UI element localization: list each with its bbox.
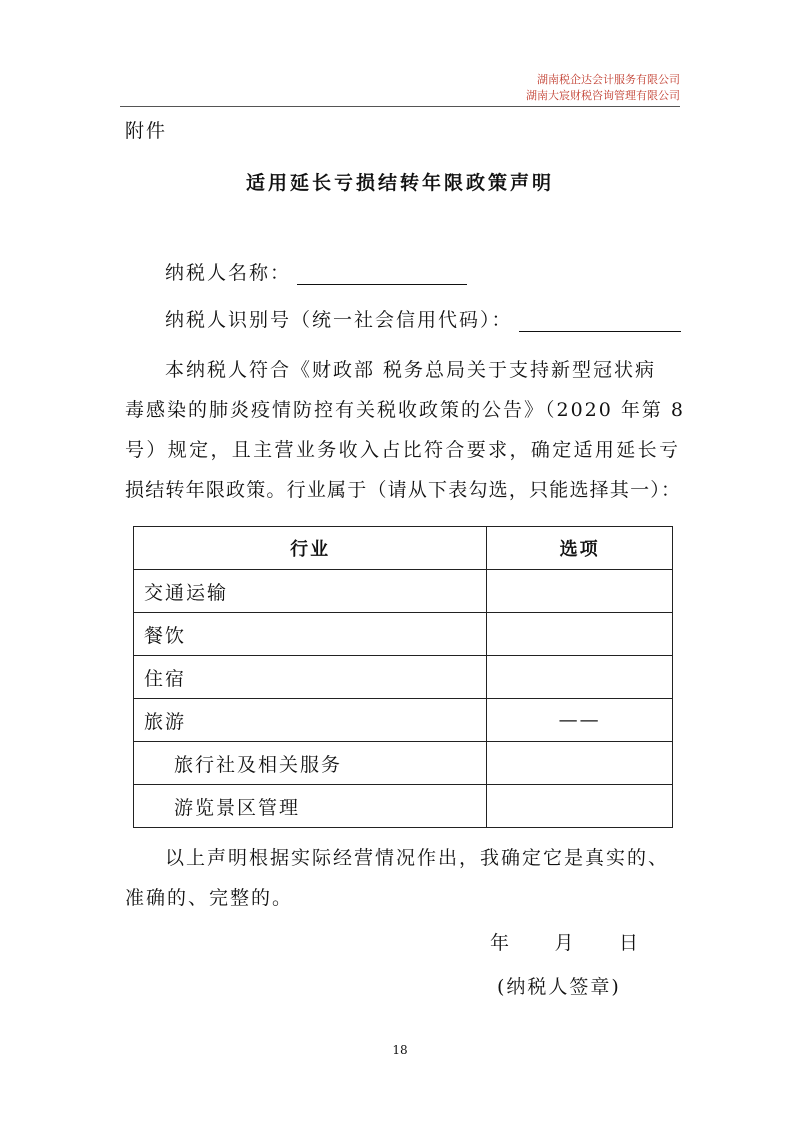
- table-row: [134, 742, 673, 785]
- header-divider: [120, 106, 680, 107]
- page-number: 18: [392, 1043, 408, 1057]
- taxpayer-id-field: [165, 305, 681, 332]
- table-row: [134, 785, 673, 828]
- table-row: [134, 656, 673, 699]
- option-cell[interactable]: [487, 656, 673, 699]
- industry-cell: 餐饮: [134, 613, 487, 656]
- closing-line: 准确的、完整的。: [125, 887, 294, 909]
- company-name-1: 湖南税企达会计服务有限公司: [537, 73, 680, 86]
- taxpayer-id-blank[interactable]: [519, 309, 681, 332]
- signature-label: (纳税人签章): [497, 976, 621, 998]
- table-row: [134, 570, 673, 613]
- industry-cell: 交通运输: [134, 570, 487, 613]
- table-row: [134, 613, 673, 656]
- declaration-line: 号）规定，且主营业务收入占比符合要求，确定适用延长亏: [125, 439, 680, 461]
- closing-line: 以上声明根据实际经营情况作出，我确定它是真实的、: [165, 847, 670, 869]
- year-label: 年: [490, 932, 512, 954]
- industry-cell: 旅游: [134, 699, 487, 742]
- option-cell-dash: ——: [487, 699, 673, 742]
- declaration-line: 毒感染的肺炎疫情防控有关税收政策的公告》（2020 年第 8: [125, 399, 686, 421]
- closing-paragraph: [125, 838, 680, 918]
- taxpayer-id-label: 纳税人识别号（统一社会信用代码）：: [165, 309, 513, 331]
- table-row: [134, 699, 673, 742]
- industry-table: [133, 526, 673, 828]
- date-line: [490, 928, 640, 955]
- taxpayer-name-label: 纳税人名称：: [165, 262, 292, 284]
- declaration-line: 损结转年限政策。行业属于（请从下表勾选，只能选择其一）：: [125, 479, 680, 501]
- industry-cell: 住宿: [134, 656, 487, 699]
- letterhead: [526, 72, 680, 104]
- document-title: 适用延长亏损结转年限政策声明: [245, 172, 554, 194]
- industry-subcell: 游览景区管理: [134, 785, 487, 828]
- option-header: 选项: [487, 527, 673, 570]
- industry-header: 行业: [134, 527, 487, 570]
- industry-subcell: 旅行社及相关服务: [134, 742, 487, 785]
- option-cell[interactable]: [487, 785, 673, 828]
- option-cell[interactable]: [487, 570, 673, 613]
- day-label: 日: [618, 932, 640, 954]
- annex-label: 附件: [125, 120, 168, 142]
- option-cell[interactable]: [487, 742, 673, 785]
- option-cell[interactable]: [487, 613, 673, 656]
- taxpayer-name-field: [165, 258, 467, 285]
- company-name-2: 湖南大宸财税咨询管理有限公司: [526, 89, 680, 102]
- declaration-paragraph: [125, 350, 686, 510]
- declaration-line: 本纳税人符合《财政部 税务总局关于支持新型冠状病: [165, 359, 657, 381]
- taxpayer-name-blank[interactable]: [297, 262, 467, 285]
- month-label: 月: [554, 932, 576, 954]
- table-header-row: [134, 527, 673, 570]
